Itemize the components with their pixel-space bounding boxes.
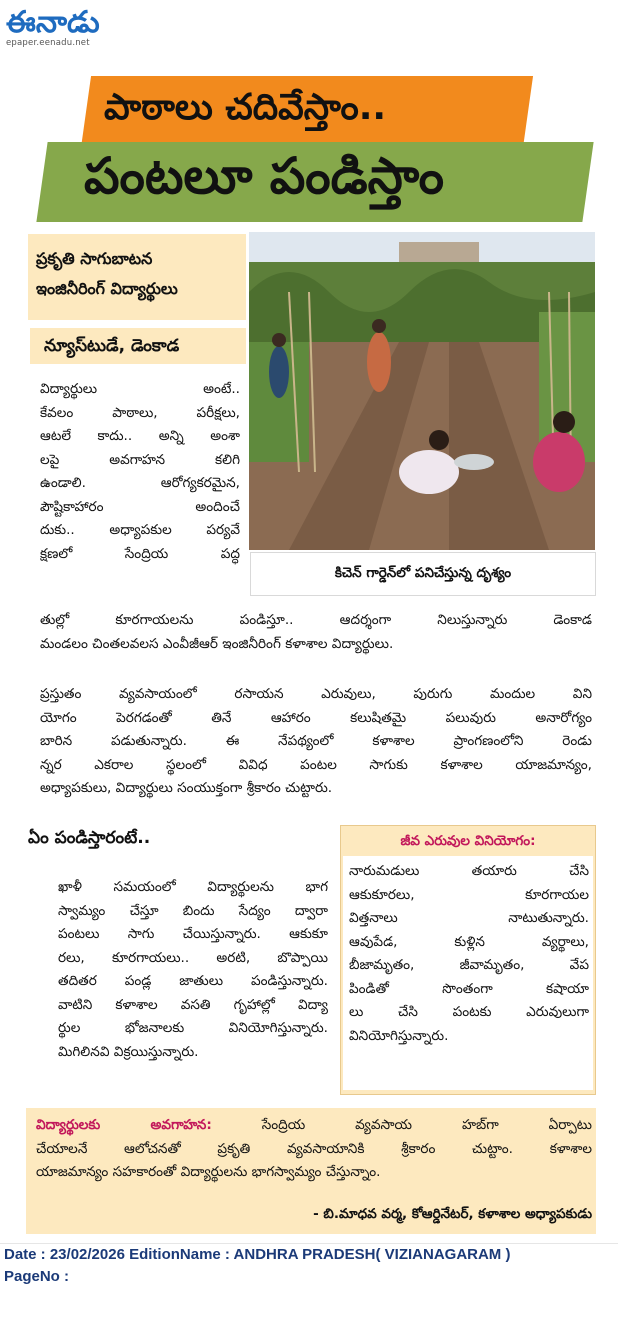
body-line: తదితర పండ్ల జాతులు పండిస్తున్నారు. xyxy=(58,973,328,989)
body-line: ఖాళీ సమయంలో విద్యార్థులను భాగ xyxy=(58,879,328,895)
kicker-line2: ఇంజినీరింగ్ విద్యార్థులు xyxy=(36,279,178,298)
sidebar-title: జీవ ఎరువుల వినియోగం: xyxy=(346,829,590,853)
kicker-box xyxy=(28,234,246,320)
quote-line: యాజమాన్యం సహకారంతో విద్యార్థులను భాగస్వామ్యం చేస్తున్నాం. xyxy=(36,1164,381,1180)
sidebar-line: ఆవుపేడ, కుళ్లిన వ్యర్థాలు, xyxy=(349,933,589,950)
body-column-2 xyxy=(58,876,328,1064)
sidebar-line: ఆకుకూరలు, కూరగాయల xyxy=(349,886,589,903)
sidebar-line: బీజామృతం, జీవామృతం, వేప xyxy=(349,957,589,973)
body-line: ప్రస్తుతం వ్యవసాయంలో రసాయన ఎరువులు, పురుగు మందుల విని xyxy=(40,686,592,702)
kitchen-garden-photo xyxy=(249,232,595,550)
body-line: పౌష్టికాహారం అందించే xyxy=(40,498,240,515)
body-line: మిగిలినవి విక్రయిస్తున్నారు. xyxy=(58,1043,199,1060)
body-line: యోగం పెరగడంతో తినే ఆహారం కలుషితమై పలువురు అనారోగ్యం xyxy=(40,709,592,726)
headline-line2: పంటలూ పండిస్తాం xyxy=(84,146,445,205)
body-line: రలు, కూరగాయలు.. అరటి, బొప్పాయి xyxy=(58,949,328,966)
photo-caption: కిచెన్ గార్డెన్‌లో పనిచేస్తున్న దృశ్యం xyxy=(250,552,596,596)
epaper-url: epaper.eenadu.net xyxy=(6,38,90,48)
body-line: బారిన పడుతున్నారు. ఈ నేపథ్యంలో కళాశాల ప్రాంగణంలోని రెండు xyxy=(40,733,592,749)
sidebar-line: పిండితో సొంతంగా కషాయా xyxy=(349,980,589,997)
dateline: న్యూస్‌టుడే, డెంకాడ xyxy=(30,328,246,364)
body-line: తుల్లో కూరగాయలను పండిస్తూ.. ఆదర్శంగా నిలుస్తున్నారు డెంకాడ xyxy=(40,612,592,628)
footer xyxy=(4,1244,510,1288)
quote-text xyxy=(36,1114,592,1185)
quote-label: విద్యార్థులకు అవగాహన: xyxy=(36,1117,212,1133)
eenadu-logo xyxy=(4,2,136,38)
quote-line xyxy=(36,1114,592,1138)
body-line: ఆటలే కాదు.. అన్ని అంశా xyxy=(40,428,240,444)
footer-date-edition: Date : 23/02/2026 EditionName : ANDHRA PRADESH( VIZIANAGARAM ) xyxy=(4,1246,511,1263)
sidebar-line: విత్తనాలు నాటుతున్నారు. xyxy=(349,910,589,926)
body-line: అధ్యాపకులు, విద్యార్థులు సంయుక్తంగా శ్రీకారం చుట్టారు. xyxy=(40,780,333,796)
body-line: దుకు.. అధ్యాపకుల పర్యవే xyxy=(40,522,240,538)
quote-line1-text: సేంద్రియ వ్యవసాయ హబ్‌గా ఏర్పాటు xyxy=(261,1117,592,1133)
body-line: లపై అవగాహన కలిగి xyxy=(40,451,240,468)
subheading: ఏం పండిస్తారంటే.. xyxy=(28,828,151,848)
photo-illustration xyxy=(249,232,595,550)
sidebar-line: లు చేసి పంటకు ఎరువులుగా xyxy=(349,1004,589,1020)
sidebar-text xyxy=(349,860,589,1048)
eenadu-logo-mark xyxy=(4,2,136,38)
body-line: స్వామ్యం చేస్తూ బిందు సేద్యం ద్వారా xyxy=(58,902,328,919)
quote-line: చేయాలనే ఆలోచనతో ప్రకృతి వ్యవసాయానికి శ్రీకారం చుట్టాం. కళాశాల xyxy=(36,1140,592,1157)
kicker-line1: ప్రకృతి సాగుబాటన xyxy=(36,249,153,268)
body-column-1 xyxy=(40,378,240,566)
quote-attribution: - బి.మాధవ వర్మ, కోఆర్డినేటర్, కళాశాల అధ్యాపకుడు xyxy=(313,1206,592,1222)
footer-page-no: PageNo : xyxy=(4,1268,70,1285)
body-line: ర్థుల భోజనాలకు వినియోగిస్తున్నారు. xyxy=(58,1020,328,1036)
body-line: విద్యార్థులు అంటే.. xyxy=(40,381,240,397)
body-paragraph-2 xyxy=(40,683,592,801)
body-line: క్షణలో సేంద్రియ పద్ధ xyxy=(40,545,240,562)
body-line: మండలం చింతలవలస ఎంవీజీఆర్ ఇంజినీరింగ్ కళాశాల విద్యార్థులు. xyxy=(40,635,394,652)
sidebar-line: వినియోగిస్తున్నారు. xyxy=(349,1027,449,1044)
body-line: కేవలం పాఠాలు, పరీక్షలు, xyxy=(40,404,240,421)
body-line: ఉండాలి. ఆరోగ్యకరమైన, xyxy=(40,475,240,491)
headline-line1: పాఠాలు చదివేస్తాం.. xyxy=(104,87,387,128)
body-paragraph-1 xyxy=(40,609,592,656)
sidebar-line: నారుమడులు తయారు చేసి xyxy=(349,863,589,879)
body-line: పంటలు సాగు చేయిస్తున్నారు. ఆకుకూ xyxy=(58,926,328,942)
body-line: వాటిని కళాశాల వసతి గృహాల్లో విద్యా xyxy=(58,996,328,1013)
body-line: న్నర ఎకరాల స్థలంలో వివిధ పంటల సాగుకు కళాశాల యాజమాన్యం, xyxy=(40,756,592,773)
logo-text: ఈనాడు xyxy=(6,5,100,38)
